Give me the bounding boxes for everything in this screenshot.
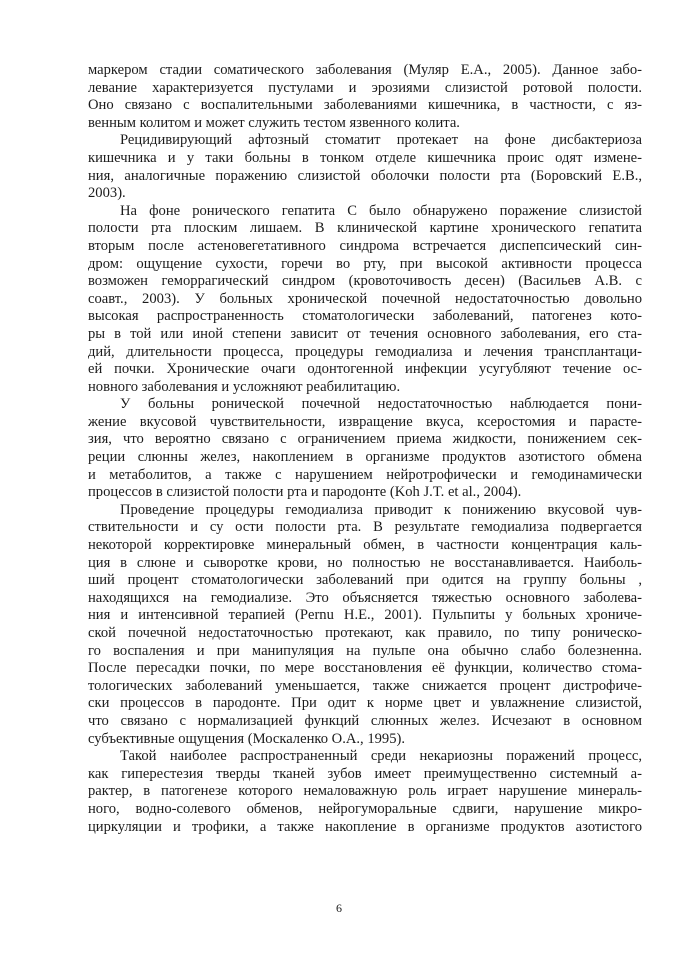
text-line: соавт., 2003). У больных хронической почечной недостаточностью довольно	[88, 290, 642, 307]
text-line: некоторой корректировке минеральный обмен, в частности концентрация каль-	[88, 537, 642, 554]
text-line: го воспаления и при манипуляция на пульпе она обычно слабо болезненна.	[88, 642, 642, 659]
text-line: После пересадки почки, по мере восстановления её функции, количество стома-	[88, 660, 642, 677]
paragraph	[88, 748, 642, 836]
text-line: Рецидивирующий афтозный стоматит протекает на фоне дисбактериоза	[120, 132, 642, 149]
paragraph	[88, 396, 642, 502]
text-line: как гиперестезия тверды тканей зубов имеет преимущественно системный а-	[88, 765, 642, 782]
text-line: жение вкусовой чувствительности, извращение вкуса, ксеростомия и парасте-	[88, 413, 642, 430]
text-line: ствительности и су ости полости рта. В результате гемодиализа подвергается	[88, 519, 642, 536]
text-line: венным колитом и может служить тестом язвенного колита.	[88, 114, 460, 131]
text-line: ший процент стоматологически заболеваний при одится на группу больны ,	[88, 572, 642, 589]
text-line: ры в той или иной степени зависит от течения основного заболевания, его ста-	[88, 325, 642, 342]
text-line: реции слюнны желез, накоплением в организме продуктов азотистого обмена	[88, 449, 642, 466]
text-line: дром: ощущение сухости, горечи во рту, при высокой активности процесса	[88, 255, 642, 272]
text-line: высокая распространенность стоматологически заболеваний, патогенез кото-	[88, 308, 642, 325]
text-line: находящихся на гемодиализе. Это объясняется тяжестью основного заболева-	[88, 589, 642, 606]
text-line: Проведение процедуры гемодиализа приводит к понижению вкусовой чув-	[120, 501, 642, 518]
text-line: новного заболевания и усложняют реабилитацию.	[88, 378, 401, 395]
text-line: ей почки. Хронические очаги одонтогенной инфекции усугубляют течение ос-	[88, 361, 642, 378]
text-line: тологических заболеваний уменьшается, также снижается процент дистрофиче-	[88, 677, 642, 694]
text-line: ция в слюне и сыворотке крови, но полностью не восстанавливается. Наиболь-	[88, 554, 642, 571]
text-line: ски процессов в пародонте. При одит к норме цвет и увлажнение слизистой,	[88, 695, 642, 712]
page-number: 6	[336, 901, 342, 915]
text-line: субъективные ощущения (Москаленко О.А., 1995).	[88, 730, 406, 747]
text-line: вторым после астеновегетативного синдрома встречается диспепсический син-	[88, 237, 642, 254]
text-line: ния, аналогичные поражению слизистой оболочки полости рта (Боровский Е.В.,	[88, 167, 642, 184]
text-line: Такой наиболее распространенный среди некариозны поражений процесс,	[120, 748, 642, 765]
text-line: левание характеризуется пустулами и эрозиями слизистой ротовой полости.	[88, 79, 642, 96]
text-line: У больны ронической почечной недостаточностью наблюдается пони-	[120, 396, 642, 413]
text-line: полости рта плоским лишаем. В клинической картине хронического гепатита	[88, 220, 642, 237]
text-line: маркером стадии соматического заболевания (Муляр Е.А., 2005). Данное забо-	[88, 62, 642, 78]
text-line: ской почечной недостаточностью протекают, как правило, по типу роническо-	[88, 625, 642, 641]
text-line: ного, водно-солевого обменов, нейрогуморальные сдвиги, нарушение микро-	[88, 800, 642, 817]
text-line: 2003).	[88, 185, 126, 202]
text-line: зия, что вероятно связано с ограничением приема жидкости, понижением сек-	[88, 431, 642, 448]
paragraph	[88, 502, 642, 748]
text-line: процессов в слизистой полости рта и пародонте (Koh J.T. et al., 2004).	[88, 484, 522, 501]
text-line: возможен геморрагический синдром (кровоточивость десен) (Васильев А.В. с	[88, 273, 642, 290]
text-line: циркуляции и трофики, а также накопление в организме продуктов азотистого	[88, 818, 642, 835]
text-line: Оно связано с воспалительными заболеваниями кишечника, в частности, с яз-	[88, 97, 642, 114]
text-line: ния и интенсивной терапией (Pernu H.E., 2001). Пульпиты у больных хрониче-	[88, 607, 642, 624]
body-text	[88, 62, 642, 836]
text-line: и метаболитов, а также с нарушением нейротрофически и гемодинамически	[88, 466, 642, 483]
text-line: что связано с нормализацией функций слюнных желез. Исчезают в основном	[88, 712, 642, 729]
text-line: кишечника и у таки больны в тонком отделе кишечника проис одят измене-	[88, 149, 642, 166]
text-line: дий, длительности процесса, процедуры гемодиализа и лечения трансплантаци-	[88, 343, 642, 360]
paragraph	[88, 203, 642, 397]
text-line: рактер, в патогенезе которого немаловажную роль играет нарушение минераль-	[88, 783, 642, 800]
text-line: На фоне ронического гепатита С было обнаружено поражение слизистой	[120, 202, 642, 219]
paragraph	[88, 62, 642, 132]
paragraph	[88, 132, 642, 202]
